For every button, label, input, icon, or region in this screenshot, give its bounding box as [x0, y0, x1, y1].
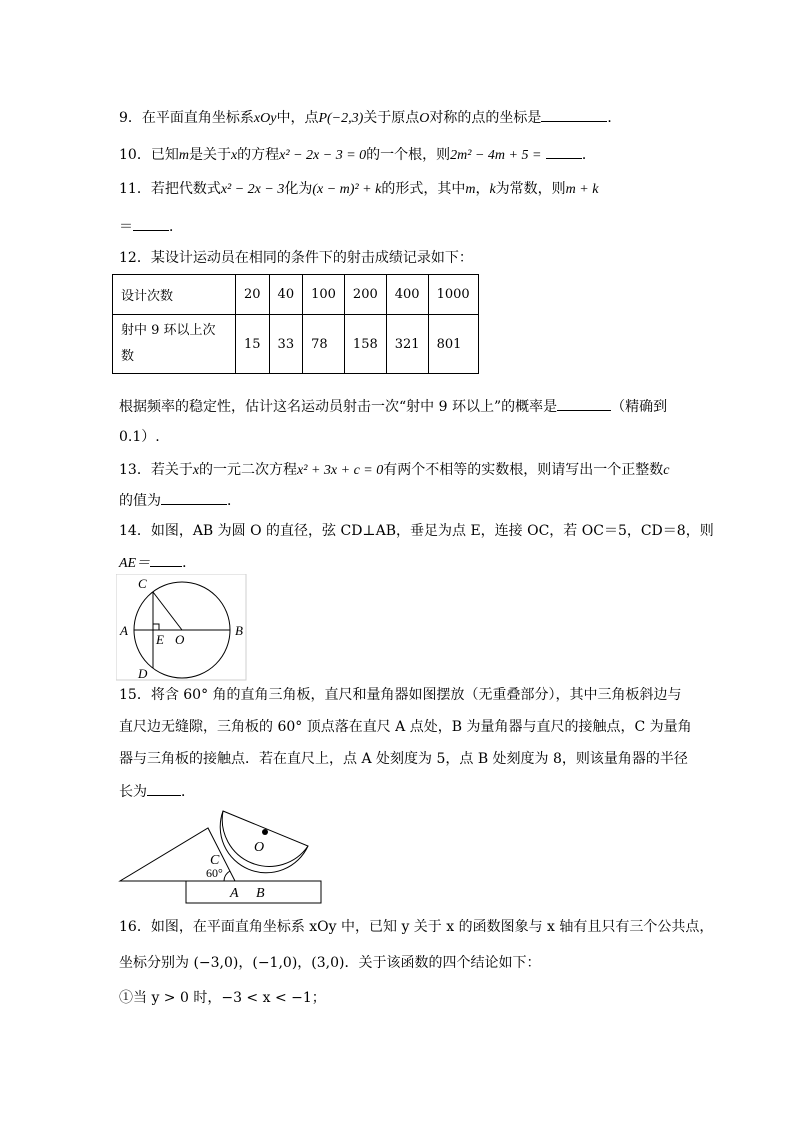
table-cell: 158: [344, 315, 386, 374]
label-o: O: [175, 632, 185, 647]
answer-blank: [546, 144, 582, 159]
question-16-l3: ①当 y > 0 时，−3 < x < −1；: [119, 990, 326, 1006]
question-16-l2: 坐标分别为 (−3,0)，(−1,0)，(3,0)．关于该函数的四个结论如下：: [119, 955, 541, 971]
ruler: [186, 881, 321, 903]
answer-blank: [557, 396, 611, 411]
question-15-l2: 直尺边无缝隙，三角板的 60° 顶点落在直尺 A 点处，B 为量角器与直尺的接触点，C 为量角: [119, 719, 692, 735]
question-14: 14．如图，AB 为圆 O 的直径，弦 CD⊥AB，垂足为点 E，连接 OC，若 OC＝5，CD＝8，则: [119, 523, 714, 539]
question-16-l1: 16．如图，在平面直角坐标系 xOy 中，已知 y 关于 x 的函数图象与 x 轴有且只有三个公共点，: [119, 919, 714, 935]
table-cell: 400: [386, 275, 428, 315]
table-cell: 78: [303, 315, 345, 374]
label-c: C: [138, 576, 147, 591]
shooting-record-table: [112, 274, 479, 374]
question-15-l1: 15．将含 60° 角的直角三角板，直尺和量角器如图摆放（无重叠部分），其中三角板斜边与: [119, 687, 682, 703]
question-13-line2: 的值为 ．: [119, 490, 241, 511]
table-cell: 321: [386, 315, 428, 374]
table-cell: 20: [236, 275, 270, 315]
question-15-l3: 器与三角板的接触点．若在直尺上，点 A 处刻度为 5，点 B 处刻度为 8，则该量角器的半径: [119, 751, 688, 767]
table-cell: 设计次数: [113, 275, 236, 315]
answer-blank: [133, 216, 169, 231]
label-d: D: [138, 666, 148, 681]
table-cell: 200: [344, 275, 386, 315]
table-cell: 40: [269, 275, 303, 315]
figure-frame: [116, 574, 246, 680]
table-row: [113, 315, 479, 374]
question-11-line2: ＝ ．: [119, 216, 183, 237]
question-12: 12．某设计运动员在相同的条件下的射击成绩记录如下：: [119, 250, 473, 266]
right-angle-mark: [153, 624, 159, 630]
label-b: B: [256, 886, 265, 901]
protractor-arc: [222, 811, 308, 866]
label-c: C: [210, 853, 220, 868]
label-b: B: [235, 623, 243, 638]
question-10: 10．已知m是关于x的方程x² − 2x − 3 = 0的一个根，则2m² − 4m + 5 = ．: [119, 144, 596, 166]
question-14-line2: AE＝ ．: [119, 552, 196, 574]
question-13: 13．若关于x的一元二次方程x² + 3x + c = 0有两个不相等的实数根，则请写出一个正整数c: [119, 462, 670, 478]
protractor-diagram: [118, 806, 328, 904]
question-9: 9．在平面直角坐标系xOy中，点P(−2,3)关于原点O对称的点的坐标是 ．: [119, 107, 621, 129]
angle-arc: [224, 871, 230, 881]
table-row: [113, 275, 479, 315]
answer-blank: [147, 781, 181, 796]
center-o: [262, 829, 268, 835]
table-cell: 100: [303, 275, 345, 315]
table-cell: 801: [428, 315, 478, 374]
question-11: 11．若把代数式x² − 2x − 3化为(x − m)² + k的形式，其中m，k为常数，则m + k: [119, 181, 599, 197]
question-12-after-line2: 0.1）.: [119, 429, 160, 445]
label-e: E: [156, 632, 164, 647]
table-cell: 1000: [428, 275, 478, 315]
label-a: A: [120, 623, 128, 638]
label-a: A: [230, 886, 239, 901]
question-15-l4: 长为 ．: [119, 781, 195, 802]
table-cell: 33: [269, 315, 303, 374]
question-12-after: 根据频率的稳定性，估计这名运动员射击一次“射中 9 环以上”的概率是 （精确到: [119, 396, 667, 417]
label-60-degree: 60°: [206, 866, 223, 880]
answer-blank: [150, 552, 182, 567]
table-cell: 射中 9 环以上次 数: [113, 315, 236, 374]
table-cell: 15: [236, 315, 270, 374]
label-o: O: [254, 840, 265, 855]
answer-blank: [161, 490, 227, 505]
circle-diagram: [116, 574, 248, 682]
answer-blank: [541, 107, 607, 122]
